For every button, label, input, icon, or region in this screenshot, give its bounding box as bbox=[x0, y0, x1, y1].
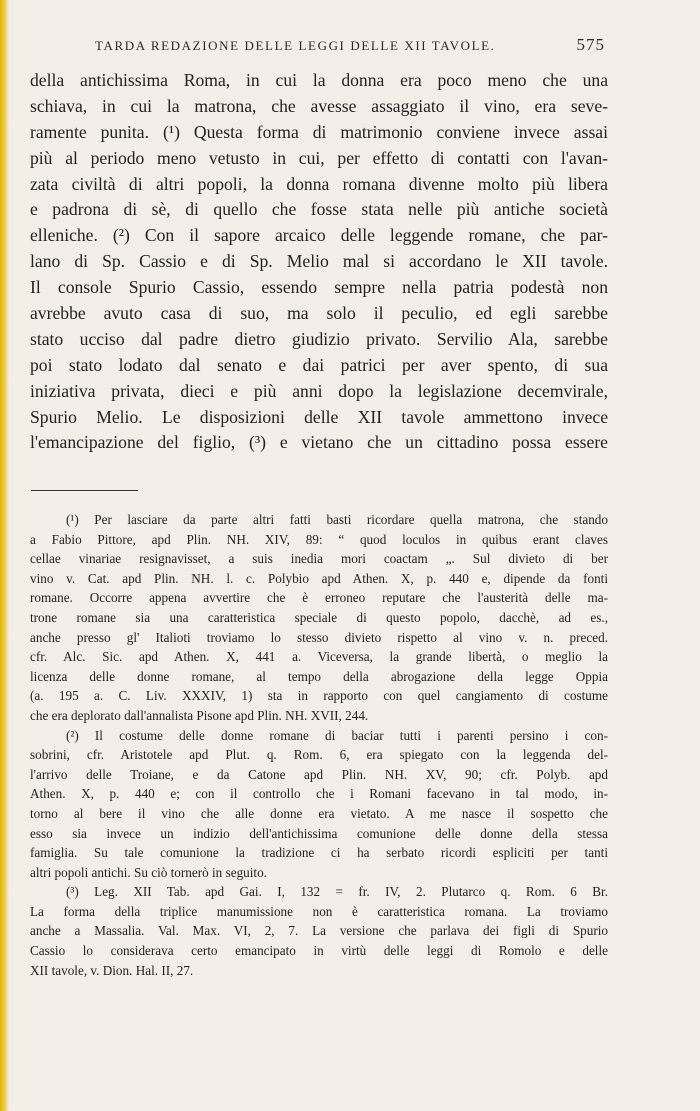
footnote-line: anche a Massalia. Val. Max. VI, 2, 7. La versione che parlava dei figli di Spurio bbox=[30, 923, 608, 939]
body-line: lano di Sp. Cassio e di Sp. Melio mal si accordano le XII tavole. bbox=[30, 251, 608, 272]
footnote-line: (a. 195 a. C. Liv. XXXIV, 1) sta in rapporto con quel cangiamento di costume bbox=[30, 688, 608, 704]
footnote-line: torno al bere il vino che alle donne era vietato. A me nasce il sospetto che bbox=[30, 805, 608, 821]
body-line: iniziativa privata, dieci e più anni dopo la legislazione decemvirale, bbox=[30, 380, 608, 401]
page-edge-stain bbox=[0, 0, 9, 1111]
footnote-line: trone romane sia una caratteristica speciale di questo popolo, dacchè, ad es., bbox=[30, 609, 608, 625]
footnote-line: cellae vinariae resignavisset, a suis inedia mori coactam „. Sul divieto di ber bbox=[30, 551, 608, 567]
footnote-line: (¹) Per lasciare da parte altri fatti basti ricordare quella matrona, che stando bbox=[66, 512, 608, 527]
footnote-line: che era deplorato dall'annalista Pisone apd Plin. NH. XVII, 244. bbox=[30, 707, 369, 723]
footnote-line: vino v. Cat. apd Plin. NH. l. c. Polybio apd Athen. X, p. 440 e, dipende da fonti bbox=[30, 570, 608, 586]
body-line: ramente punita. (¹) Questa forma di matrimonio conviene invece assai bbox=[30, 121, 608, 142]
footnote-line: La forma della triplice manumissione non è caratteristica romana. La troviamo bbox=[30, 903, 608, 919]
page-number: 575 bbox=[576, 35, 605, 54]
page-header bbox=[0, 35, 700, 58]
footnote-line: famiglia. Su tale comunione la tradizione ci ha serbato ricordi espliciti per tanti bbox=[30, 845, 608, 861]
footnote-line: esso sia invece un indizio dell'antichissima comunione delle donne della stessa bbox=[30, 825, 608, 841]
body-line: della antichissima Roma, in cui la donna era poco meno che una bbox=[30, 70, 608, 90]
footnote-line: (³) Leg. XII Tab. apd Gai. I, 132 = fr. IV, 2. Plutarco q. Rom. 6 Br. bbox=[66, 884, 608, 900]
body-line: avrebbe avuto casa di suo, ma solo il peculio, ed egli sarebbe bbox=[30, 303, 608, 324]
footnote-line: anche presso gl' Italioti troviamo lo stesso divieto rispetto al vino v. n. preced. bbox=[30, 629, 608, 645]
footnote-line: sobrini, cfr. Aristotele apd Plut. q. Rom. 6, era spiegato con la leggenda del- bbox=[30, 747, 608, 763]
footnote-line: a Fabio Pittore, apd Plin. NH. XIV, 89: “ quod loculos in quibus erant claves bbox=[30, 531, 608, 547]
body-text bbox=[30, 68, 608, 456]
running-title: TARDA REDAZIONE DELLE LEGGI DELLE XII TAVOLE. bbox=[95, 38, 496, 53]
body-line: schiava, in cui la matrona, che avesse assaggiato il vino, era seve- bbox=[30, 95, 608, 116]
footnote-line: cfr. Alc. Sic. apd Athen. X, 441 a. Viceversa, la grande libertà, o meglio la bbox=[30, 649, 608, 665]
footnote-line: altri popoli antichi. Su ciò tornerò in seguito. bbox=[30, 864, 267, 880]
footnote-line: Cassio lo considerava certo emancipato in virtù delle leggi di Romolo e delle bbox=[30, 943, 608, 959]
body-line: più al periodo meno vetusto in cui, per effetto di contatti con l'avan- bbox=[30, 147, 608, 168]
footnote-line: licenza delle donne romane, al tempo della abrogazione della legge Oppia bbox=[30, 668, 608, 684]
body-line: l'emancipazione del figlio, (³) e vietano che un cittadino possa essere bbox=[30, 432, 608, 453]
body-line: zata civiltà di altri popoli, la donna romana divenne molto più libera bbox=[30, 173, 608, 194]
footnote-line: XII tavole, v. Dion. Hal. II, 27. bbox=[30, 962, 194, 978]
footnote-line: (²) Il costume delle donne romane di baciar tutti i parenti persino i con- bbox=[66, 727, 608, 743]
footnote-line: l'arrivo delle Troiane, e da Catone apd Plin. NH. XV, 90; cfr. Polyb. apd bbox=[30, 766, 608, 782]
footnote-line: Athen. X, p. 440 e; con il controllo che i Romani facevano in tal modo, in- bbox=[30, 786, 608, 802]
body-line: Spurio Melio. Le disposizioni delle XII tavole ammettono invece bbox=[30, 406, 608, 427]
body-line: poi stato lodato dal senato e dai patrici per aver spento, di sua bbox=[30, 354, 608, 375]
body-line: stato ucciso dal padre dietro giudizio privato. Servilio Ala, sarebbe bbox=[30, 328, 608, 349]
body-line: Il console Spurio Cassio, essendo sempre nella patria podestà non bbox=[30, 277, 608, 298]
footnote-separator bbox=[31, 490, 138, 491]
body-line: e padrona di sè, di quello che fosse stata nelle più antiche società bbox=[30, 199, 608, 220]
body-line: elleniche. (²) Con il sapore arcaico delle leggende romane, che par- bbox=[30, 225, 608, 246]
footnotes bbox=[30, 510, 608, 980]
footnote-line: romane. Occorre appena avvertire che è erroneo reputare che l'austerità delle ma- bbox=[30, 590, 608, 606]
